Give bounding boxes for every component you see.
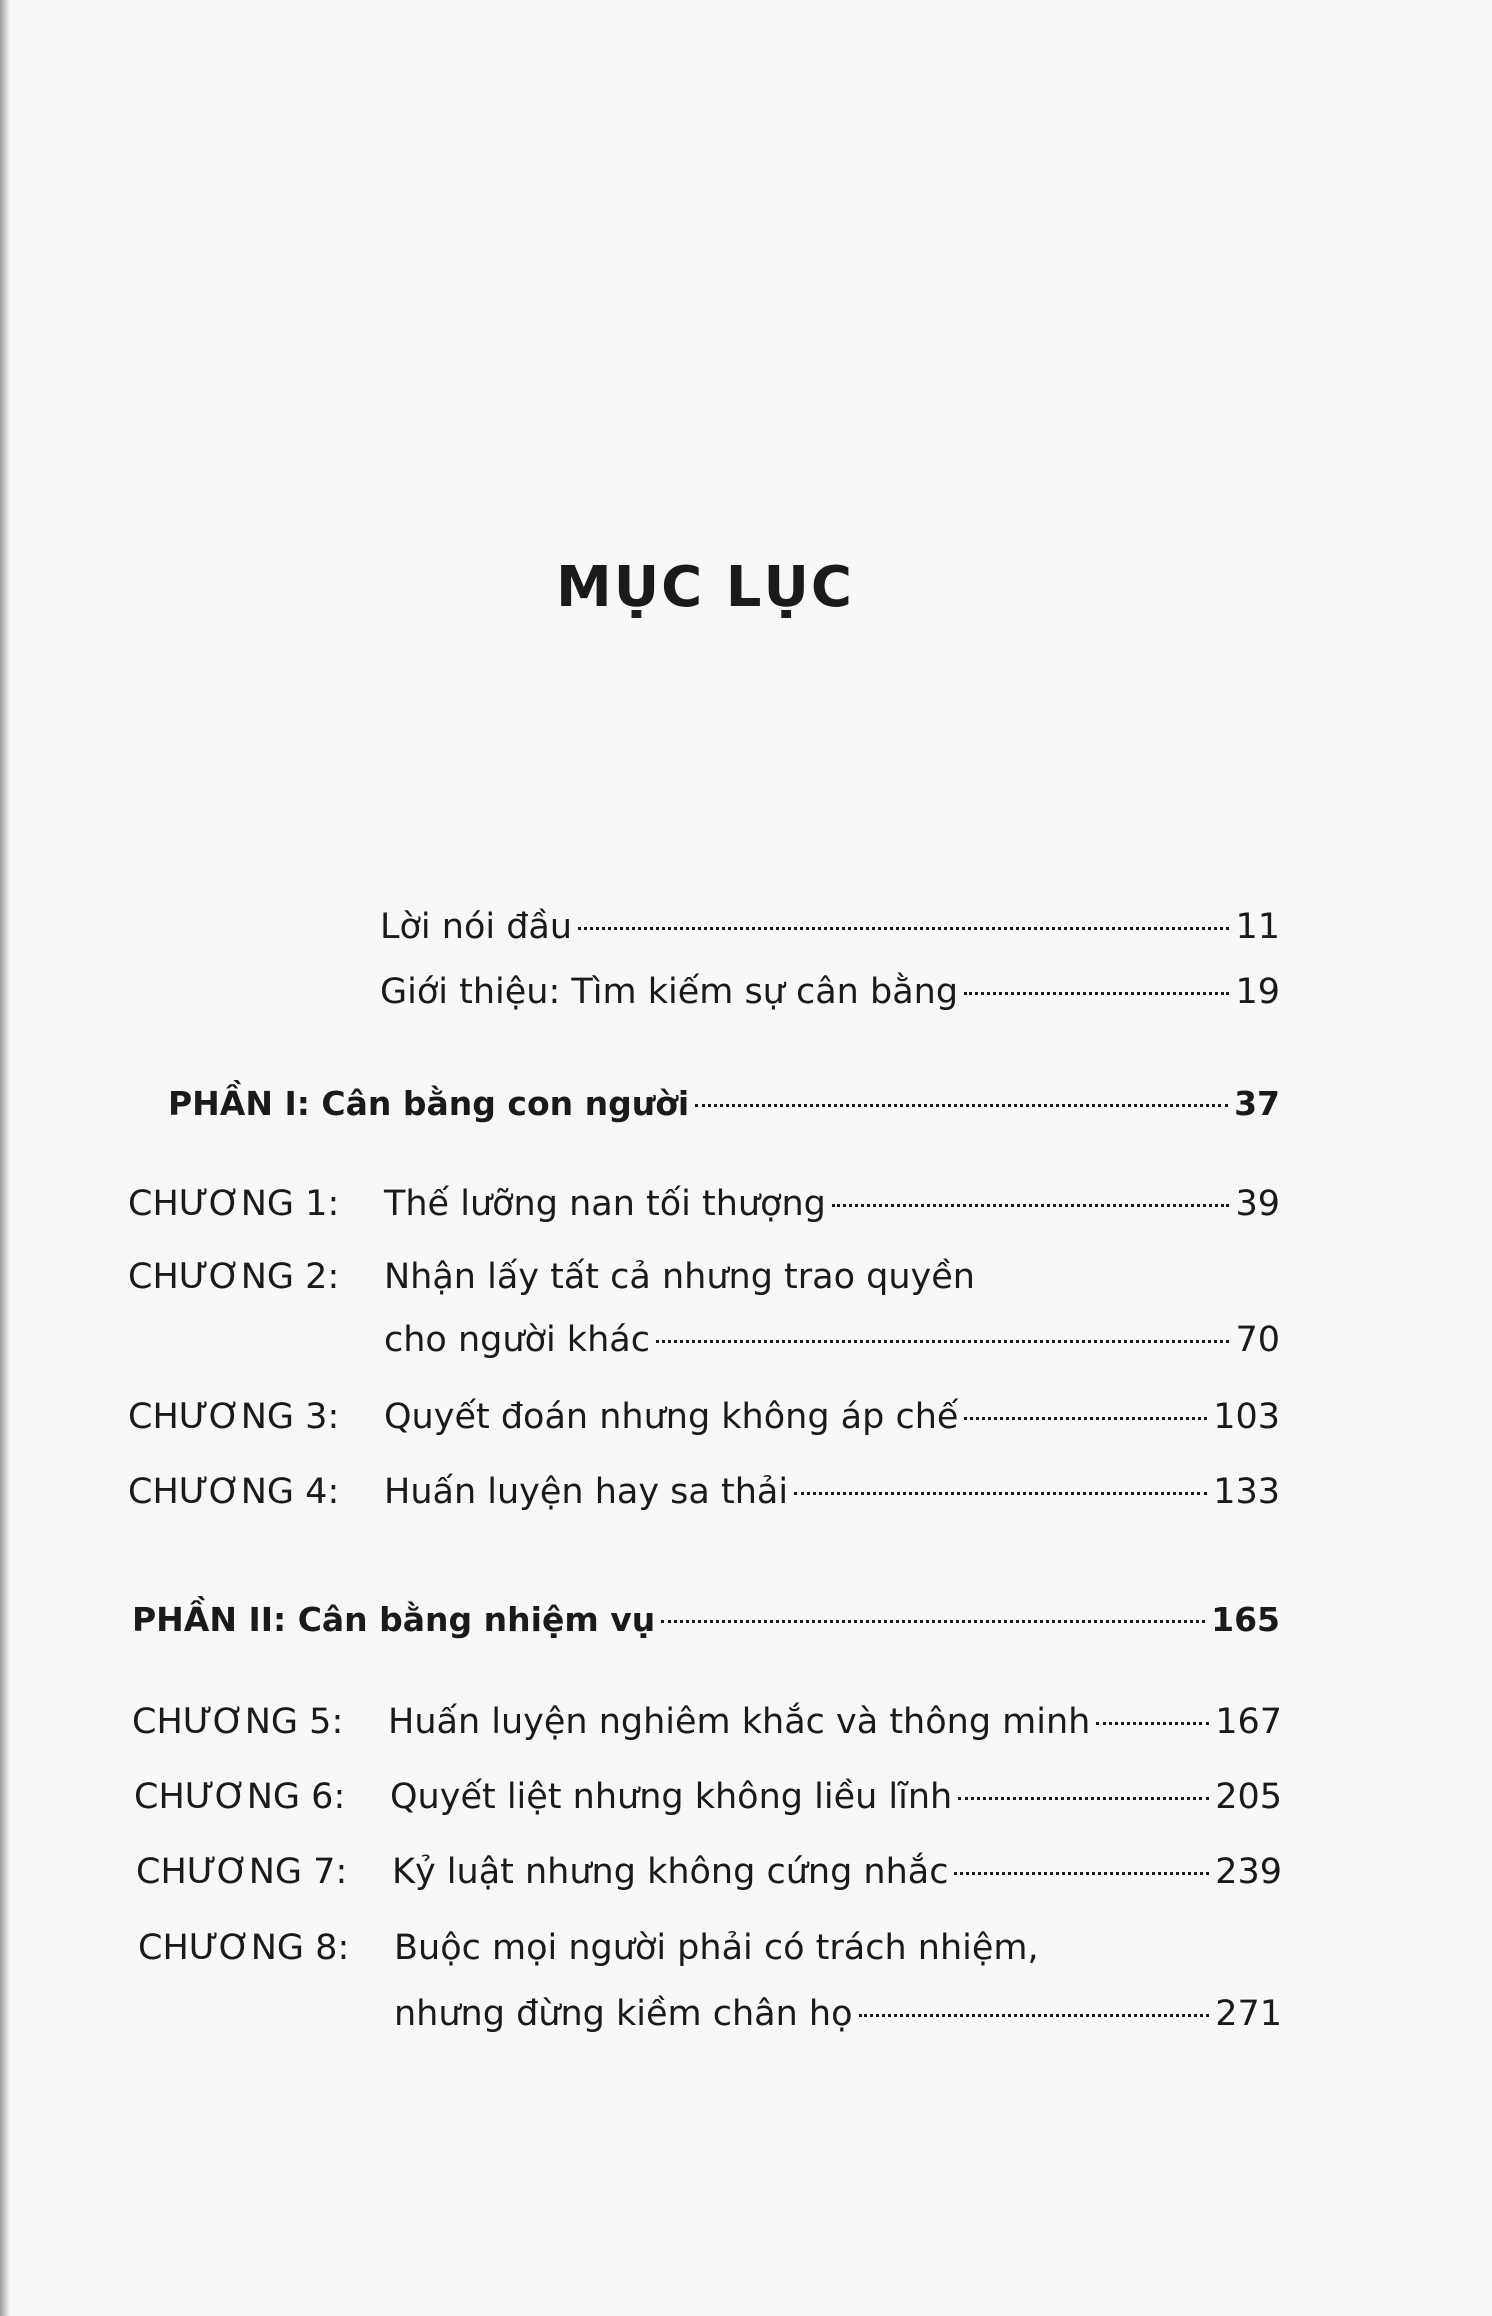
toc-chapter-2-label: CHƯƠNG 2: — [128, 1257, 340, 1297]
toc-chapter-4[interactable] — [128, 1470, 1280, 1514]
chapter-label: CHƯƠNG 6: — [134, 1777, 346, 1817]
chapter-label: CHƯƠNG 5: — [132, 1702, 344, 1742]
toc-chapter-3[interactable] — [128, 1395, 1280, 1439]
part-title: PHẦN I: Cân bằng con người — [168, 1084, 690, 1123]
toc-part-2[interactable] — [132, 1598, 1280, 1642]
dot-leader — [964, 1417, 1207, 1420]
chapter-title: Huấn luyện hay sa thải — [384, 1472, 789, 1512]
toc-part-1[interactable] — [168, 1082, 1280, 1126]
chapter-label: CHƯƠNG 7: — [136, 1852, 348, 1892]
chapter-page-number: 70 — [1235, 1320, 1280, 1360]
chapter-title: cho người khác — [384, 1320, 650, 1360]
chapter-page-number: 271 — [1215, 1994, 1282, 2034]
dot-leader — [859, 2014, 1210, 2017]
dot-leader — [964, 992, 1229, 995]
toc-chapter-1[interactable] — [128, 1182, 1280, 1226]
dot-leader — [695, 1104, 1228, 1107]
toc-entry-introduction[interactable] — [380, 970, 1280, 1014]
toc-chapter-7[interactable] — [136, 1850, 1282, 1894]
toc-chapter-2[interactable] — [384, 1318, 1280, 1362]
dot-leader — [578, 927, 1229, 930]
chapter-title: Kỷ luật nhưng không cứng nhắc — [392, 1852, 949, 1892]
chapter-page-number: 239 — [1215, 1852, 1282, 1892]
dot-leader — [832, 1204, 1230, 1207]
dot-leader — [661, 1620, 1205, 1623]
part-title: PHẦN II: Cân bằng nhiệm vụ — [132, 1600, 656, 1639]
chapter-page-number: 103 — [1213, 1397, 1280, 1437]
dot-leader — [954, 1872, 1209, 1875]
page-title: MỤC LỤC — [555, 555, 855, 620]
chapter-title: Quyết liệt nhưng không liều lĩnh — [390, 1777, 953, 1817]
dot-leader — [656, 1340, 1230, 1343]
toc-entry-preface[interactable] — [380, 905, 1280, 949]
chapter-title: nhưng đừng kiềm chân họ — [394, 1994, 853, 2034]
chapter-page-number: 39 — [1235, 1184, 1280, 1224]
chapter-page-number: 205 — [1215, 1777, 1282, 1817]
chapter-label: CHƯƠNG 1: — [128, 1184, 340, 1224]
entry-title: Giới thiệu: Tìm kiếm sự cân bằng — [380, 972, 959, 1012]
chapter-label: CHƯƠNG 4: — [128, 1472, 340, 1512]
entry-page-number: 19 — [1235, 972, 1280, 1012]
dot-leader — [1096, 1722, 1209, 1725]
dot-leader — [794, 1492, 1207, 1495]
entry-title: Lời nói đầu — [380, 907, 573, 947]
chapter-page-number: 133 — [1213, 1472, 1280, 1512]
chapter-title: Huấn luyện nghiêm khắc và thông minh — [388, 1702, 1091, 1742]
toc-chapter-8[interactable] — [394, 1992, 1282, 2036]
chapter-page-number: 167 — [1215, 1702, 1282, 1742]
toc-chapter-6[interactable] — [134, 1775, 1282, 1819]
chapter-title: Thế lưỡng nan tối thượng — [384, 1184, 826, 1224]
part-page-number: 165 — [1211, 1600, 1280, 1639]
toc-chapter-2-title-line1: Nhận lấy tất cả nhưng trao quyền — [384, 1257, 975, 1297]
part-page-number: 37 — [1234, 1084, 1280, 1123]
toc-chapter-5[interactable] — [132, 1700, 1282, 1744]
toc-chapter-8-title-line1: Buộc mọi người phải có trách nhiệm, — [394, 1928, 1039, 1968]
dot-leader — [958, 1797, 1209, 1800]
toc-chapter-8-label: CHƯƠNG 8: — [138, 1928, 350, 1968]
chapter-label: CHƯƠNG 3: — [128, 1397, 340, 1437]
chapter-title: Quyết đoán nhưng không áp chế — [384, 1397, 959, 1437]
entry-page-number: 11 — [1235, 907, 1280, 947]
